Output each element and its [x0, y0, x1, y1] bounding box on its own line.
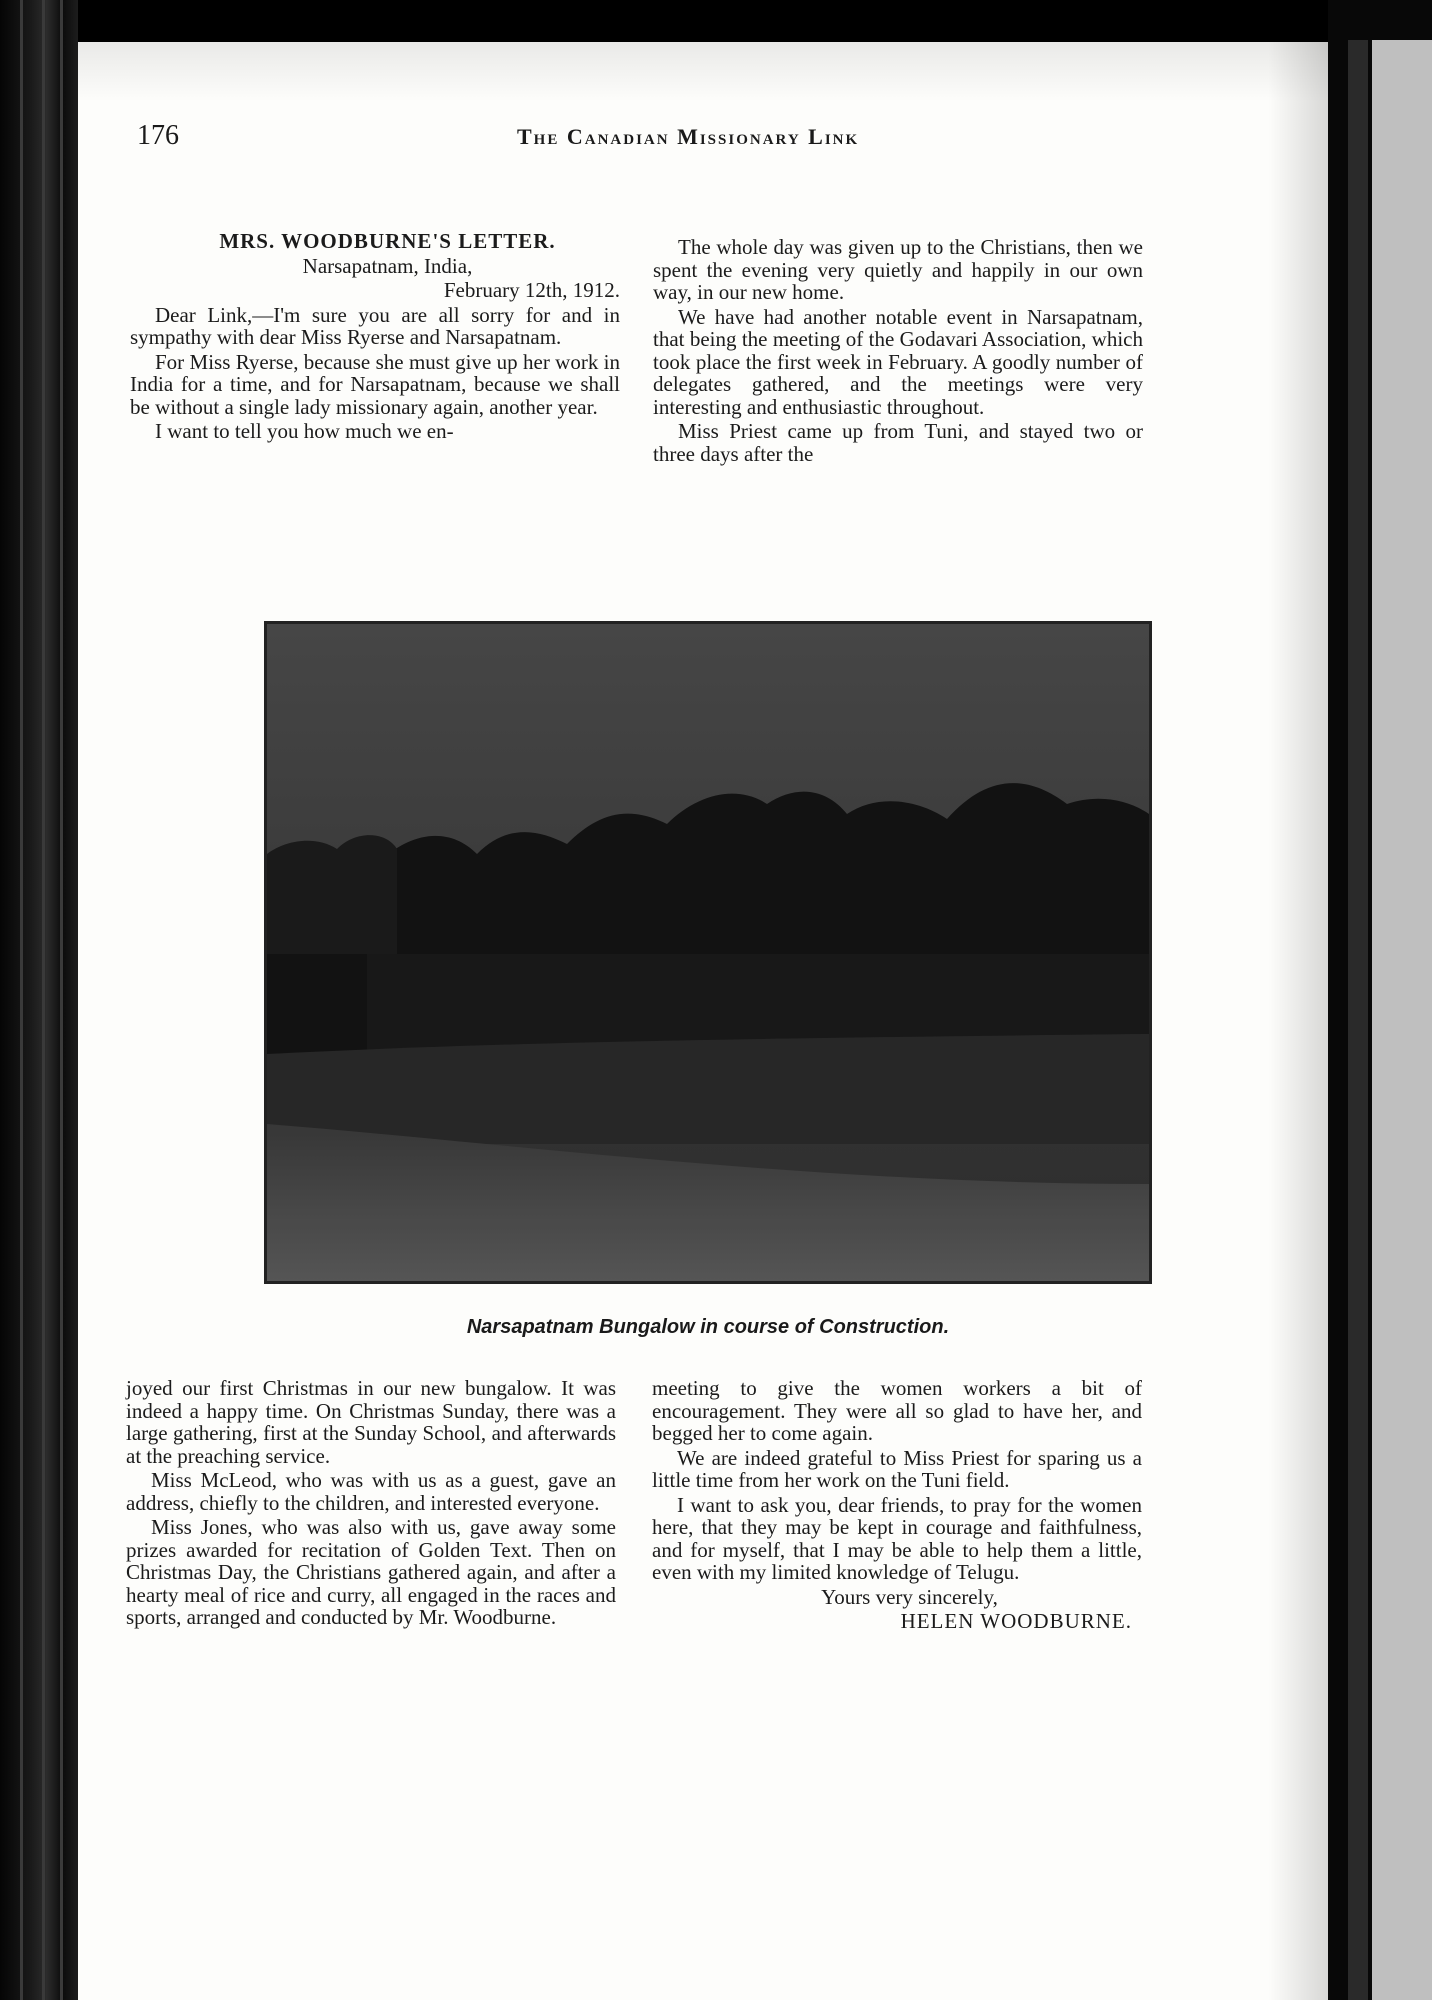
letter-column-top-right — [653, 236, 1143, 465]
film-left-edge — [0, 0, 78, 2000]
photo-image — [267, 624, 1149, 1281]
letter-place: Narsapatnam, India, — [302, 253, 473, 278]
letter-column-top-left — [130, 230, 620, 443]
letter-column-bottom-left — [126, 1377, 616, 1629]
paragraph: Dear Link,—I'm sure you are all sorry for and in sympathy with dear Miss Ryerse and Narsapatnam. — [130, 302, 620, 349]
paragraph: We are indeed grateful to Miss Priest for sparing us a little time from her work on the Tuni field. — [652, 1445, 1142, 1492]
letter-column-bottom-right — [652, 1377, 1142, 1633]
paragraph: Miss Priest came up from Tuni, and stayed two or three days after the — [653, 419, 1143, 466]
letter-title: MRS. WOODBURNE'S LETTER. — [219, 229, 556, 253]
letter-date: February 12th, 1912. — [443, 278, 620, 302]
paragraph: meeting to give the women workers a bit of encouragement. They were all so glad to have her, and begged her to come again. — [652, 1376, 1142, 1445]
page-header — [137, 120, 1137, 160]
film-right-edge — [1328, 0, 1432, 2000]
paragraph: Miss McLeod, who was with us as a guest, gave an address, chiefly to the children, and interested everyone. — [126, 1468, 616, 1515]
paragraph: The whole day was given up to the Christians, then we spent the evening very quietly and happily in our own way, in our new home. — [653, 235, 1143, 304]
paragraph: I want to tell you how much we en- — [155, 419, 454, 443]
letter-signature: HELEN WOODBURNE. — [900, 1609, 1132, 1633]
paragraph: For Miss Ryerse, because she must give up her work in India for a time, and for Narsapatnam, because we shall be without a single lady missionary again, another year. — [130, 349, 620, 419]
paragraph: Miss Jones, who was also with us, gave away some prizes awarded for recitation of Golden Text. Then on Christmas Day, the Christians gathered again, and after a hearty meal of rice and curry, all engaged in the races and sports, arranged and conducted by Mr. Woodburne. — [126, 1515, 616, 1629]
paragraph: joyed our first Christmas in our new bungalow. It was indeed a happy time. On Christmas Sunday, there was a large gathering, first at the Sunday School, and afterwards at the preaching service. — [126, 1376, 616, 1468]
photo-caption: Narsapatnam Bungalow in course of Construction. — [466, 1316, 950, 1338]
paragraph: I want to ask you, dear friends, to pray for the women here, that they may be kept in courage and faithfulness, and for myself, that I may be able to help them a little, even with my limited knowledge of Telugu. — [652, 1492, 1142, 1584]
bungalow-photo — [264, 621, 1152, 1284]
running-title: The Canadian Missionary Link — [517, 124, 860, 149]
page-number: 176 — [137, 120, 179, 151]
paragraph: We have had another notable event in Narsapatnam, that being the meeting of the Godavari Association, which took place the first week in February. A goodly number of delegates gathered, and the meetings were very interesting and enthusiastic throughout. — [653, 304, 1143, 419]
letter-closing: Yours very sincerely, — [821, 1584, 998, 1609]
